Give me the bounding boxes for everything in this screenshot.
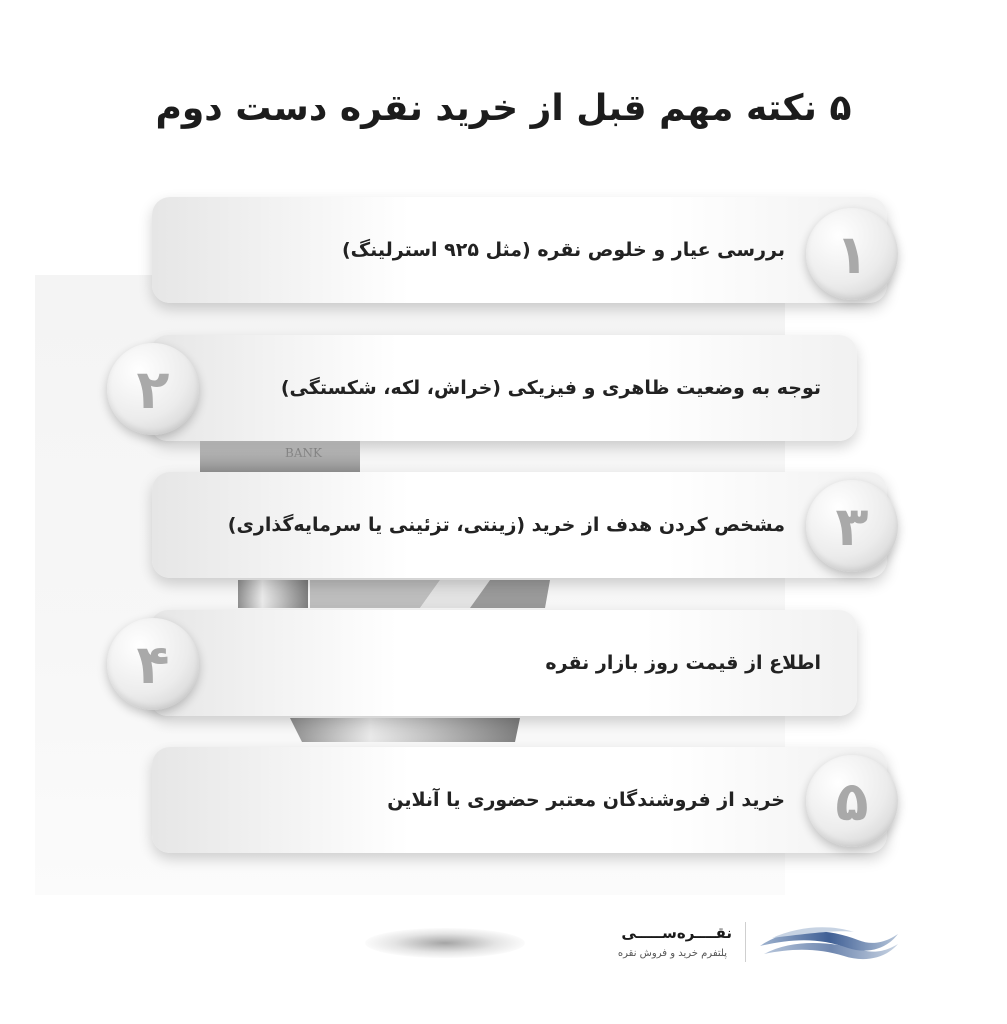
brand-tagline: پلتفرم خرید و فروش نقره bbox=[617, 948, 727, 959]
floor-shadow bbox=[365, 928, 525, 958]
tip-number-3: ۳ bbox=[806, 480, 898, 572]
page-title: ۵ نکته مهم قبل از خرید نقره دست دوم bbox=[155, 88, 852, 129]
tip-number-1: ۱ bbox=[806, 208, 898, 300]
logo-divider bbox=[745, 922, 746, 962]
tip-number-5: ۵ bbox=[806, 755, 898, 847]
tip-text-4: اطلاع از قیمت روز بازار نقره bbox=[545, 652, 821, 674]
tip-card-5 bbox=[152, 747, 887, 853]
tip-number-4: ۴ bbox=[107, 618, 199, 710]
bar-stamp: BANK bbox=[285, 446, 322, 460]
tip-text-5: خرید از فروشندگان معتبر حضوری یا آنلاین bbox=[387, 789, 785, 811]
tip-card-4 bbox=[150, 610, 857, 716]
tip-text-2: توجه به وضعیت ظاهری و فیزیکی (خراش، لکه، شکستگی) bbox=[280, 377, 821, 399]
tip-text-3: مشخص کردن هدف از خرید (زینتی، تزئینی یا سرمایه‌گذاری) bbox=[227, 514, 785, 536]
tip-card-3 bbox=[152, 472, 887, 578]
tip-card-2 bbox=[150, 335, 857, 441]
brand-name: نقــــره‌ســـــی bbox=[621, 924, 732, 942]
tip-text-1: بررسی عیار و خلوص نقره (مثل ۹۲۵ استرلینگ) bbox=[341, 239, 785, 261]
tip-number-2: ۲ bbox=[107, 343, 199, 435]
brand-logo-wave-icon bbox=[758, 920, 900, 964]
tip-card-1 bbox=[152, 197, 887, 303]
